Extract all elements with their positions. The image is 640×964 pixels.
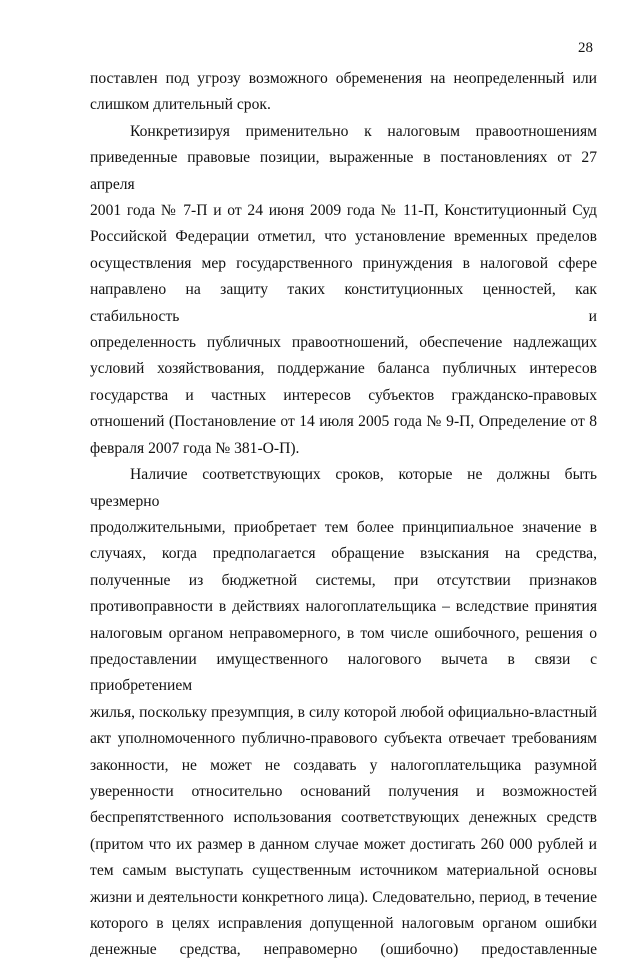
text-line: условий хозяйствования, поддержание баланса публичных интересов <box>90 360 597 378</box>
text-line: уверенности относительно оснований получения и возможностей <box>90 782 597 800</box>
text-line: налоговым органом неправомерного, в том числе ошибочного, решения о <box>90 624 597 642</box>
text-line: приведенные правовые позиции, выраженные в постановлениях от 27 апреля <box>90 149 597 193</box>
text-line: жизни и деятельности конкретного лица). Следовательно, период, в течение <box>90 888 597 906</box>
text-line: направлено на защиту таких конституционных ценностей, как стабильность и <box>90 281 597 325</box>
text-line: осуществления мер государственного принуждения в налоговой сфере <box>90 254 597 272</box>
text-line: (притом что их размер в данном случае может достигать 260 000 рублей и <box>90 835 597 853</box>
text-line: беспрепятственного использования соответствующих денежных средств <box>90 809 597 827</box>
text-line: полученные из бюджетной системы, при отсутствии признаков <box>90 571 597 589</box>
text-line: отношений (Постановление от 14 июля 2005 года № 9-П, Определение от 8 <box>90 413 597 431</box>
text-line: которого в целях исправления допущенной налоговым органом ошибки <box>90 915 597 932</box>
text-line: февраля 2007 года № 381-О-П). <box>90 439 300 457</box>
text-line: продолжительными, приобретает тем более принципиальное значение в <box>90 518 597 536</box>
text-line: тем самым выступать существенным источником материальной основы <box>90 862 597 880</box>
text-line: Наличие соответствующих сроков, которые не должны быть чрезмерно <box>90 466 597 510</box>
text-line: случаях, когда предполагается обращение взыскания на средства, <box>90 545 597 563</box>
text-line: Российской Федерации отметил, что установление временных пределов <box>90 228 597 246</box>
text-line: предоставлении имущественного налогового вычета в связи с приобретением <box>90 650 597 695</box>
text-line: определенность публичных правоотношений, обеспечение надлежащих <box>90 334 597 352</box>
text-line: слишком длительный срок. <box>90 96 271 114</box>
text-line: противоправности в действиях налогоплательщика – вследствие принятия <box>90 598 597 616</box>
text-line: 2001 года № 7-П и от 24 июня 2009 года № 11-П, Конституционный Суд <box>90 202 597 220</box>
text-line: акт уполномоченного публично-правового субъекта отвечает требованиям <box>90 730 597 748</box>
text-line: государства и частных интересов субъектов гражданско-правовых <box>90 386 597 404</box>
text-line: жилья, поскольку презумпция, в силу которой любой официально-властный <box>90 703 597 721</box>
text-line: Конкретизируя применительно к налоговым правоотношениям <box>130 122 597 140</box>
text-line: денежные средства, неправомерно (ошибочно) предоставленные <box>90 941 597 959</box>
page-number: 28 <box>578 40 593 56</box>
body-text <box>90 66 597 964</box>
text-line: законности, не может не создавать у налогоплательщика разумной <box>90 756 597 774</box>
text-line: поставлен под угрозу возможного обременения на неопределенный или <box>90 70 597 87</box>
